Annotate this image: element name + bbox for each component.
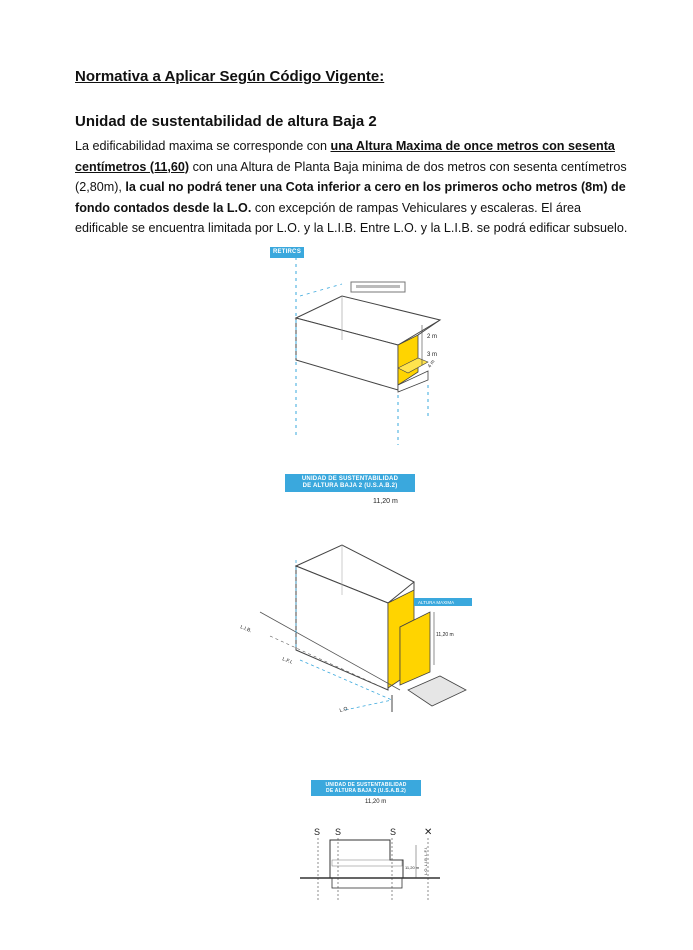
lfi-label: L.F.I. xyxy=(281,656,294,666)
side-label: L.O. L.I.B. L.F.I. xyxy=(423,847,428,875)
section-title: Unidad de sustentabilidad de altura Baja 2 xyxy=(75,113,377,130)
lib-label: L.I.B. xyxy=(239,624,253,635)
dim-3m: 3 m xyxy=(427,352,438,358)
svg-text:S: S xyxy=(335,827,342,837)
svg-text:✕: ✕ xyxy=(424,827,433,838)
page-heading: Normativa a Aplicar Según Código Vigente: xyxy=(75,68,385,85)
usab2-badge-line1: UNIDAD DE SUSTENTABILIDAD xyxy=(301,476,399,482)
section-height: 11,20 m xyxy=(365,799,387,805)
dim-side: 4 m xyxy=(426,358,437,370)
section-badge-line2: DE ALTURA BAJA 2 (U.S.A.B.2) xyxy=(326,788,406,794)
usab2-badge-line2: DE ALTURA BAJA 2 (U.S.A.B.2) xyxy=(302,483,398,489)
svg-text:S: S xyxy=(390,827,397,837)
altura-maxima-tag: ALTURA MAXIMA xyxy=(418,600,455,605)
svg-text:S: S xyxy=(314,827,321,837)
inner-dim: 11,20 m xyxy=(405,865,420,870)
lo-label: L.O. xyxy=(338,705,350,714)
dim-2m: 2 m xyxy=(427,334,438,340)
retiros-badge: RETIROS xyxy=(270,247,304,258)
right-dim: 11,20 m xyxy=(436,632,454,638)
usab2-height: 11,20 m xyxy=(373,498,398,505)
section-badge-line1: UNIDAD DE SUSTENTABILIDAD xyxy=(325,782,407,788)
description-paragraph: La edificabilidad maxima se corresponde con una Altura Maxima de once metros con sesenta centímetros (11,60) con una Altura de Planta Baja minima de dos metros con sesenta centímetros (2,80m), la cual no podrá tener una Cota inferior a cero en los primeros ocho metros (8m) de fondo contados desde la L.O. con excepción de rampas Vehiculares y escaleras. El área edificable se encuentra limitada por L.O. y la L.I.B. Entre L.O. y la L.I.B. se podrá edificar subsuelo. xyxy=(75,139,628,235)
